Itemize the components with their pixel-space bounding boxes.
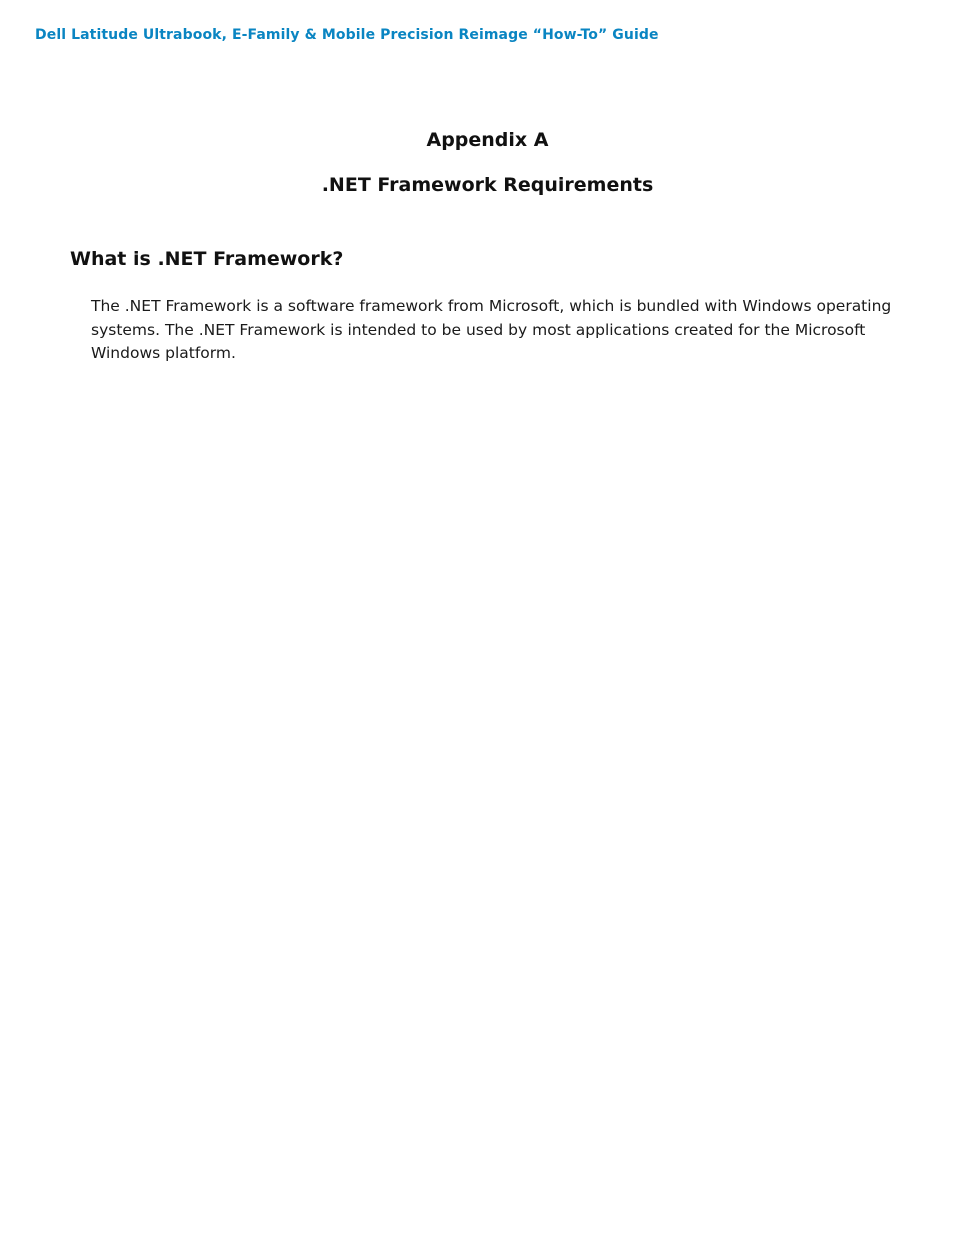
section-heading: What is .NET Framework? xyxy=(70,248,344,270)
body-text-block xyxy=(91,295,896,366)
appendix-subtitle: .NET Framework Requirements xyxy=(321,174,654,196)
running-header: Dell Latitude Ultrabook, E-Family & Mobile Precision Reimage “How-To” Guide xyxy=(35,27,659,43)
body-paragraph: The .NET Framework is a software framework from Microsoft, which is bundled with Windows operating systems. The .NET Framework is intended to be used by most applications created for the Microsoft Windows platform. xyxy=(91,297,892,362)
appendix-title: Appendix A xyxy=(426,129,549,151)
